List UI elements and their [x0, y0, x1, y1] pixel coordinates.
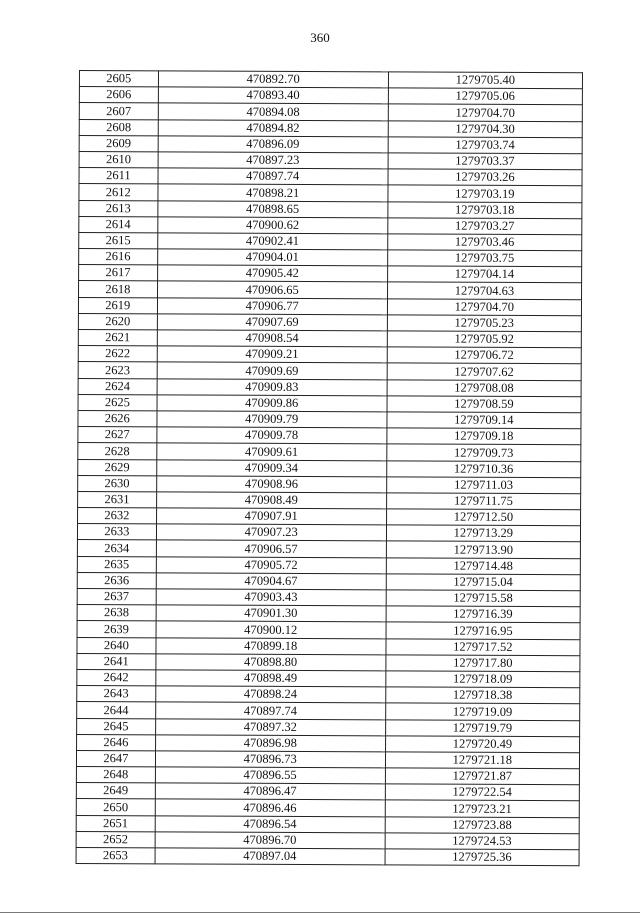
point-number-cell: 2648: [76, 767, 155, 784]
point-number-cell: 2636: [77, 572, 156, 589]
y-coordinate-cell: 1279715.04: [386, 574, 580, 591]
x-coordinate-cell: 470897.32: [155, 718, 385, 735]
point-number-cell: 2630: [78, 475, 157, 492]
point-number-cell: 2613: [79, 200, 158, 217]
point-number-cell: 2646: [77, 734, 156, 751]
y-coordinate-cell: 1279705.92: [387, 331, 581, 348]
point-number-cell: 2606: [79, 87, 158, 104]
x-coordinate-cell: 470909.61: [157, 443, 387, 460]
x-coordinate-cell: 470905.42: [157, 265, 387, 282]
x-coordinate-cell: 470906.65: [157, 281, 387, 298]
y-coordinate-cell: 1279723.88: [385, 816, 579, 833]
y-coordinate-cell: 1279710.36: [386, 460, 580, 477]
x-coordinate-cell: 470898.80: [156, 654, 386, 671]
y-coordinate-cell: 1279723.21: [385, 800, 579, 817]
y-coordinate-cell: 1279718.38: [385, 687, 579, 704]
y-coordinate-cell: 1279703.46: [387, 234, 581, 251]
coordinates-table-body: [76, 71, 582, 866]
y-coordinate-cell: 1279703.37: [388, 153, 582, 170]
point-number-cell: 2614: [79, 216, 158, 233]
x-coordinate-cell: 470906.57: [156, 540, 386, 557]
y-coordinate-cell: 1279713.90: [386, 541, 580, 558]
x-coordinate-cell: 470899.18: [156, 637, 386, 654]
x-coordinate-cell: 470905.72: [156, 556, 386, 573]
x-coordinate-cell: 470898.65: [158, 200, 388, 217]
point-number-cell: 2611: [79, 168, 158, 185]
y-coordinate-cell: 1279704.30: [388, 120, 582, 137]
table-row: [76, 847, 579, 865]
point-number-cell: 2651: [76, 815, 155, 832]
point-number-cell: 2616: [79, 249, 158, 266]
point-number-cell: 2612: [79, 184, 158, 201]
point-number-cell: 2640: [77, 637, 156, 654]
x-coordinate-cell: 470896.55: [155, 767, 385, 784]
y-coordinate-cell: 1279717.80: [386, 655, 580, 672]
y-coordinate-cell: 1279703.19: [388, 185, 582, 202]
x-coordinate-cell: 470897.74: [158, 168, 388, 185]
point-number-cell: 2632: [78, 508, 157, 525]
x-coordinate-cell: 470894.08: [158, 103, 388, 120]
point-number-cell: 2627: [78, 427, 157, 444]
y-coordinate-cell: 1279709.73: [387, 444, 581, 461]
point-number-cell: 2619: [78, 297, 157, 314]
point-number-cell: 2621: [78, 329, 157, 346]
x-coordinate-cell: 470908.96: [156, 476, 386, 493]
point-number-cell: 2631: [78, 491, 157, 508]
point-number-cell: 2625: [78, 394, 157, 411]
x-coordinate-cell: 470909.78: [157, 427, 387, 444]
y-coordinate-cell: 1279706.72: [387, 347, 581, 364]
x-coordinate-cell: 470896.98: [155, 735, 385, 752]
y-coordinate-cell: 1279716.39: [386, 606, 580, 623]
x-coordinate-cell: 470892.70: [158, 71, 388, 88]
point-number-cell: 2635: [77, 556, 156, 573]
point-number-cell: 2643: [77, 686, 156, 703]
x-coordinate-cell: 470908.54: [157, 330, 387, 347]
y-coordinate-cell: 1279704.14: [387, 266, 581, 283]
point-number-cell: 2624: [78, 378, 157, 395]
x-coordinate-cell: 470894.82: [158, 119, 388, 136]
point-number-cell: 2607: [79, 103, 158, 120]
point-number-cell: 2628: [78, 443, 157, 460]
y-coordinate-cell: 1279711.75: [386, 493, 580, 510]
point-number-cell: 2644: [77, 702, 156, 719]
point-number-cell: 2623: [78, 362, 157, 379]
y-coordinate-cell: 1279715.58: [386, 590, 580, 607]
x-coordinate-cell: 470906.77: [157, 297, 387, 314]
coordinates-table: [76, 70, 583, 866]
y-coordinate-cell: 1279708.08: [387, 379, 581, 396]
y-coordinate-cell: 1279721.87: [385, 768, 579, 785]
point-number-cell: 2615: [79, 232, 158, 249]
y-coordinate-cell: 1279703.27: [388, 218, 582, 235]
y-coordinate-cell: 1279717.52: [386, 638, 580, 655]
x-coordinate-cell: 470909.86: [157, 395, 387, 412]
x-coordinate-cell: 470898.49: [156, 670, 386, 687]
point-number-cell: 2605: [79, 71, 158, 88]
y-coordinate-cell: 1279704.70: [387, 298, 581, 315]
y-coordinate-cell: 1279703.74: [388, 137, 582, 154]
point-number-cell: 2618: [79, 281, 158, 298]
point-number-cell: 2617: [79, 265, 158, 282]
x-coordinate-cell: 470909.83: [157, 378, 387, 395]
point-number-cell: 2633: [77, 524, 156, 541]
y-coordinate-cell: 1279709.18: [387, 428, 581, 445]
point-number-cell: 2642: [77, 669, 156, 686]
x-coordinate-cell: 470898.24: [155, 686, 385, 703]
y-coordinate-cell: 1279724.53: [385, 833, 579, 850]
x-coordinate-cell: 470907.91: [156, 508, 386, 525]
x-coordinate-cell: 470900.12: [156, 621, 386, 638]
y-coordinate-cell: 1279703.18: [388, 201, 582, 218]
y-coordinate-cell: 1279704.63: [387, 282, 581, 299]
y-coordinate-cell: 1279703.26: [388, 169, 582, 186]
x-coordinate-cell: 470896.70: [155, 832, 385, 849]
page-number: 360: [310, 30, 330, 45]
y-coordinate-cell: 1279722.54: [385, 784, 579, 801]
x-coordinate-cell: 470904.67: [156, 573, 386, 590]
y-coordinate-cell: 1279720.49: [385, 736, 579, 753]
x-coordinate-cell: 470909.21: [157, 346, 387, 363]
y-coordinate-cell: 1279714.48: [386, 557, 580, 574]
point-number-cell: 2639: [77, 621, 156, 638]
x-coordinate-cell: 470907.23: [156, 524, 386, 541]
x-coordinate-cell: 470901.30: [156, 605, 386, 622]
y-coordinate-cell: 1279725.36: [385, 849, 579, 866]
x-coordinate-cell: 470903.43: [156, 589, 386, 606]
y-coordinate-cell: 1279719.09: [385, 703, 579, 720]
x-coordinate-cell: 470893.40: [158, 87, 388, 104]
x-coordinate-cell: 470897.23: [158, 152, 388, 169]
y-coordinate-cell: 1279713.29: [386, 525, 580, 542]
y-coordinate-cell: 1279711.03: [386, 477, 580, 494]
x-coordinate-cell: 470907.69: [157, 314, 387, 331]
point-number-cell: 2638: [77, 605, 156, 622]
point-number-cell: 2650: [76, 799, 155, 816]
y-coordinate-cell: 1279705.23: [387, 315, 581, 332]
y-coordinate-cell: 1279704.70: [388, 104, 582, 121]
y-coordinate-cell: 1279719.79: [385, 719, 579, 736]
point-number-cell: 2645: [77, 718, 156, 735]
y-coordinate-cell: 1279709.14: [387, 412, 581, 429]
page-bottom-edge: [0, 912, 640, 913]
y-coordinate-cell: 1279718.09: [386, 671, 580, 688]
point-number-cell: 2637: [77, 588, 156, 605]
x-coordinate-cell: 470908.49: [156, 492, 386, 509]
x-coordinate-cell: 470900.62: [157, 217, 387, 234]
y-coordinate-cell: 1279703.75: [387, 250, 581, 267]
x-coordinate-cell: 470902.41: [157, 233, 387, 250]
point-number-cell: 2626: [78, 410, 157, 427]
x-coordinate-cell: 470909.79: [157, 411, 387, 428]
y-coordinate-cell: 1279716.95: [386, 622, 580, 639]
x-coordinate-cell: 470896.54: [155, 815, 385, 832]
y-coordinate-cell: 1279721.18: [385, 752, 579, 769]
point-number-cell: 2608: [79, 119, 158, 136]
x-coordinate-cell: 470904.01: [157, 249, 387, 266]
point-number-cell: 2620: [78, 313, 157, 330]
point-number-cell: 2649: [76, 783, 155, 800]
point-number-cell: 2622: [78, 346, 157, 363]
point-number-cell: 2610: [79, 151, 158, 168]
y-coordinate-cell: 1279712.50: [386, 509, 580, 526]
x-coordinate-cell: 470896.09: [158, 136, 388, 153]
point-number-cell: 2647: [76, 750, 155, 767]
x-coordinate-cell: 470897.04: [155, 848, 385, 865]
point-number-cell: 2641: [77, 653, 156, 670]
x-coordinate-cell: 470896.47: [155, 783, 385, 800]
point-number-cell: 2609: [79, 135, 158, 152]
point-number-cell: 2629: [78, 459, 157, 476]
x-coordinate-cell: 470896.73: [155, 751, 385, 768]
x-coordinate-cell: 470909.69: [157, 362, 387, 379]
y-coordinate-cell: 1279707.62: [387, 363, 581, 380]
point-number-cell: 2652: [76, 831, 155, 848]
x-coordinate-cell: 470898.21: [158, 184, 388, 201]
y-coordinate-cell: 1279708.59: [387, 396, 581, 413]
x-coordinate-cell: 470896.46: [155, 799, 385, 816]
y-coordinate-cell: 1279705.06: [388, 88, 582, 105]
x-coordinate-cell: 470909.34: [156, 459, 386, 476]
x-coordinate-cell: 470897.74: [155, 702, 385, 719]
y-coordinate-cell: 1279705.40: [388, 72, 582, 89]
point-number-cell: 2634: [77, 540, 156, 557]
point-number-cell: 2653: [76, 847, 155, 864]
